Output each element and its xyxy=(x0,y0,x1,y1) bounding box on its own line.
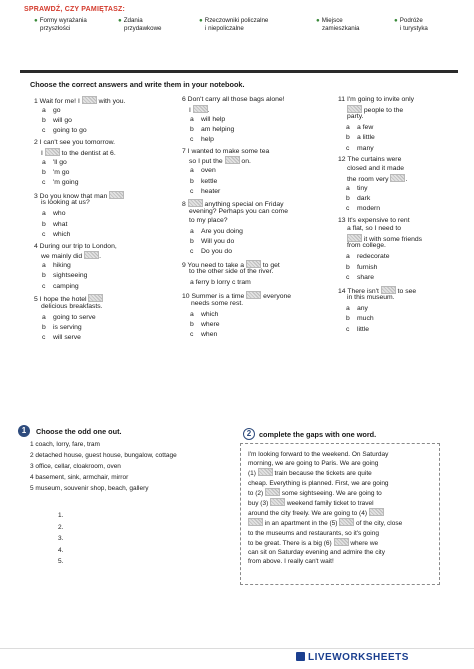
paragraph-line: morning, we are going to Paris. We are going xyxy=(248,460,379,468)
option-text: will go xyxy=(53,117,72,125)
option-letter: c xyxy=(346,204,350,212)
option-text[interactable]: tram xyxy=(237,279,251,287)
option-text: when xyxy=(201,331,218,338)
option-letter: b xyxy=(211,279,217,287)
option-letter: b xyxy=(42,272,46,280)
option-text: Will you do xyxy=(201,237,235,245)
answer-gap[interactable] xyxy=(88,294,103,302)
option-letter: c xyxy=(346,325,350,333)
question-text xyxy=(347,242,386,251)
question-text xyxy=(338,156,401,165)
answer-option[interactable] xyxy=(346,264,377,273)
logo-text: LIVEWORKSHEETS xyxy=(308,652,409,663)
option-letter: c xyxy=(346,144,350,152)
answer-gap[interactable] xyxy=(390,174,405,182)
question-text xyxy=(189,217,228,226)
question-line: anything special on Friday xyxy=(188,201,284,208)
odd-one-out-item: 1 coach, lorry, fare, tram xyxy=(30,441,100,448)
question-text xyxy=(338,96,414,105)
option-letter: c xyxy=(231,279,238,287)
section-2-badge: 2 xyxy=(243,428,255,440)
footer-divider xyxy=(0,648,474,649)
option-text: hiking xyxy=(53,262,71,270)
section-1-title: Choose the odd one out. xyxy=(36,427,122,436)
answer-option[interactable] xyxy=(346,205,380,214)
answer-gap[interactable] xyxy=(339,518,354,526)
answer-gap[interactable] xyxy=(381,286,396,294)
option-letter: c xyxy=(42,127,46,135)
topic-line-2: i turystyka xyxy=(400,25,428,32)
option-text: where xyxy=(201,320,220,328)
paragraph-line: (1) train because the tickets are quite xyxy=(248,470,372,478)
question-text xyxy=(191,300,243,309)
paragraph-line: to be great. There is a big (6) where we xyxy=(248,539,379,547)
option-text: sightseeing xyxy=(53,272,88,280)
option-text[interactable]: ferry xyxy=(195,279,212,287)
liveworksheets-logo xyxy=(296,652,409,663)
option-letter: b xyxy=(346,315,350,323)
question-text xyxy=(182,96,285,105)
option-text: 'll go xyxy=(53,158,67,166)
option-letter: c xyxy=(190,248,194,255)
option-text: what xyxy=(53,220,68,228)
paragraph-line: around the city freely. We are going to (4) xyxy=(248,508,434,518)
paragraph-line: to the museums and restaurants, so it's going xyxy=(248,529,379,537)
answer-gap[interactable] xyxy=(82,96,97,104)
paragraph-line: in an apartment in the (5) of the city, close xyxy=(248,518,434,528)
option-text: any xyxy=(357,305,368,313)
option-text: redecorate xyxy=(357,253,390,261)
question-number: 3 xyxy=(34,192,40,200)
answer-line[interactable]: 2. xyxy=(58,523,64,531)
option-text: heater xyxy=(201,187,221,195)
question-number: 6 xyxy=(182,96,188,103)
option-letter: b xyxy=(346,134,350,142)
answer-gap[interactable] xyxy=(248,518,263,526)
option-text: Do you do xyxy=(201,248,232,255)
answer-option[interactable] xyxy=(190,228,243,237)
question-number: 4 xyxy=(34,242,40,250)
answer-option[interactable] xyxy=(190,136,214,145)
question-number: 7 xyxy=(182,147,188,155)
option-letter: a xyxy=(346,305,350,313)
topic-line-2: przydawkowe xyxy=(124,25,162,32)
answer-option[interactable] xyxy=(190,116,225,125)
question-number: 1 xyxy=(34,98,40,105)
question-text xyxy=(347,294,395,303)
option-letter: c xyxy=(42,179,46,187)
option-letter: a xyxy=(42,158,46,166)
question-number: 8 xyxy=(182,201,188,209)
answer-option[interactable] xyxy=(190,311,218,320)
answer-option[interactable] xyxy=(190,178,217,187)
option-letter: b xyxy=(190,320,194,328)
option-letter: a xyxy=(190,279,196,287)
question-text xyxy=(189,105,210,116)
option-letter: a xyxy=(190,167,194,175)
answer-option[interactable] xyxy=(42,169,69,178)
question-line: it with some friends xyxy=(347,236,422,243)
answer-gap[interactable] xyxy=(84,251,99,259)
question-line: It's expensive to rent xyxy=(347,216,410,224)
answer-gap[interactable] xyxy=(334,538,349,546)
question-text xyxy=(347,113,364,122)
paragraph-line: can sit on Saturday evening and admire the city xyxy=(248,549,385,557)
question-text xyxy=(189,208,288,217)
option-text: furnish xyxy=(357,263,378,271)
answer-line[interactable]: 1. xyxy=(58,512,64,519)
answer-option[interactable] xyxy=(42,179,78,188)
answer-option[interactable] xyxy=(42,262,71,271)
option-text: oven xyxy=(201,167,216,175)
option-letter: c xyxy=(42,334,46,342)
answer-option[interactable] xyxy=(42,314,96,323)
option-letter: a xyxy=(42,107,46,114)
question-text xyxy=(34,96,125,107)
option-text: little xyxy=(357,325,370,333)
topic-item xyxy=(199,17,268,33)
topic-line-1: Miejsce xyxy=(321,17,343,24)
logo-icon xyxy=(296,652,305,661)
topic-line-1: Rzeczowniki policzalne xyxy=(204,17,269,24)
option-letter: a xyxy=(42,262,46,270)
option-text: who xyxy=(53,210,66,218)
option-text: which xyxy=(201,310,219,318)
answer-option[interactable] xyxy=(42,127,87,136)
exercise-instructions: Choose the correct answers and write them in your notebook. xyxy=(30,80,245,89)
option-letter: b xyxy=(190,237,194,245)
question-text xyxy=(189,156,251,167)
question-line: There isn't to see xyxy=(347,287,417,295)
answer-option[interactable] xyxy=(346,185,368,194)
page-header-title: SPRAWDŹ, CZY PAMIĘTASZ: xyxy=(24,6,126,13)
question-line: Do you know that man xyxy=(40,193,125,200)
question-number: 13 xyxy=(338,216,348,224)
answer-gap[interactable] xyxy=(246,260,261,268)
option-letter: c xyxy=(42,282,46,290)
option-text: tiny xyxy=(357,184,368,192)
question-line: to my place? xyxy=(189,216,228,224)
answer-option[interactable] xyxy=(190,167,216,176)
option-letter: b xyxy=(42,220,46,228)
question-line: a flat, so I need to xyxy=(347,225,402,233)
question-line: I to the dentist at 6. xyxy=(41,149,116,157)
option-text: help xyxy=(201,136,214,143)
answer-gap[interactable] xyxy=(258,468,273,476)
answer-line[interactable]: 5. xyxy=(58,558,64,565)
question-line: Summer is a time everyone xyxy=(191,293,292,300)
question-text xyxy=(41,303,103,312)
question-line: Wait for me! I with you. xyxy=(39,98,126,105)
section-1-badge: 1 xyxy=(18,425,30,437)
topic-line-1: Zdania xyxy=(123,17,143,24)
question-number: 10 xyxy=(182,293,192,300)
option-letter: b xyxy=(42,168,46,176)
answer-option[interactable] xyxy=(346,305,368,314)
answer-gap[interactable] xyxy=(265,488,280,496)
answer-gap[interactable] xyxy=(188,199,203,207)
paragraph-line: buy (3) weekend family ticket to travel xyxy=(248,500,374,508)
question-line: evening? Perhaps you can come xyxy=(189,208,288,215)
answer-gap[interactable] xyxy=(193,105,208,113)
option-text: 'm go xyxy=(53,168,70,176)
question-line: I hope the hotel xyxy=(40,296,104,303)
question-number: 14 xyxy=(338,287,348,295)
question-line: You need to take a to get xyxy=(187,261,280,269)
option-letter: a xyxy=(42,210,46,218)
odd-one-out-item: 4 basement, sink, armchair, mirror xyxy=(30,474,129,481)
topic-line-1: Formy wyrażania xyxy=(39,17,87,24)
answer-option[interactable] xyxy=(190,321,220,330)
question-line: so I put the on. xyxy=(189,158,251,166)
question-line: to the other side of the river. xyxy=(189,268,274,276)
answer-option[interactable] xyxy=(42,231,70,240)
option-letter: a xyxy=(346,184,350,192)
answer-option[interactable] xyxy=(346,253,390,262)
option-letter: b xyxy=(42,324,46,331)
answer-option[interactable] xyxy=(346,195,370,204)
question-text xyxy=(41,199,90,208)
question-text xyxy=(34,243,117,252)
question-line: delicious breakfasts. xyxy=(41,302,103,310)
topic-line-2: i niepoliczalne xyxy=(205,25,244,32)
answer-options-inline[interactable] xyxy=(190,279,251,288)
answer-option[interactable] xyxy=(346,145,374,154)
question-text xyxy=(41,251,101,262)
answer-option[interactable] xyxy=(42,283,79,292)
option-text: will help xyxy=(201,115,226,123)
option-letter: b xyxy=(190,125,194,133)
answer-gap[interactable] xyxy=(270,498,285,506)
answer-option[interactable] xyxy=(190,188,220,197)
option-letter: c xyxy=(190,136,194,143)
option-letter: c xyxy=(346,273,350,281)
option-letter: b xyxy=(190,177,194,185)
topic-line-1: Podróże xyxy=(399,17,423,24)
paragraph-line: to (2) some sightseeing. We are going to xyxy=(248,489,382,497)
answer-option[interactable] xyxy=(42,334,81,343)
question-text xyxy=(347,174,407,185)
answer-option[interactable] xyxy=(346,326,369,335)
paragraph-line: from above. I really can't wait! xyxy=(248,558,334,566)
question-line: The curtains were xyxy=(347,156,402,164)
bullet-icon: ● xyxy=(316,17,320,24)
option-text: many xyxy=(357,144,374,152)
question-line: party. xyxy=(347,113,364,121)
question-line: Don't carry all those bags alone! xyxy=(187,96,285,103)
option-letter: c xyxy=(190,331,194,338)
bullet-icon: ● xyxy=(394,17,398,24)
question-number: 9 xyxy=(182,261,188,269)
option-letter: a xyxy=(346,124,350,132)
answer-option[interactable] xyxy=(42,210,65,219)
answer-option[interactable] xyxy=(190,126,234,135)
option-text: much xyxy=(357,315,374,323)
question-line: the room very . xyxy=(347,175,408,183)
answer-gap[interactable] xyxy=(225,156,240,164)
section-2-title: complete the gaps with one word. xyxy=(259,430,377,439)
option-letter: b xyxy=(346,194,350,202)
question-line: people to the xyxy=(347,107,403,114)
question-text xyxy=(338,217,410,226)
option-text: camping xyxy=(53,282,79,290)
option-text: 'm going xyxy=(53,179,79,187)
question-line: During our trip to London, xyxy=(39,242,117,250)
question-line: in this museum. xyxy=(347,294,395,302)
odd-one-out-item: 3 office, cellar, cloakroom, oven xyxy=(30,463,121,470)
option-text[interactable]: lorry xyxy=(216,279,232,287)
answer-option[interactable] xyxy=(346,134,375,143)
bullet-icon: ● xyxy=(34,17,38,24)
option-text: will serve xyxy=(53,334,81,342)
answer-option[interactable] xyxy=(346,315,374,324)
answer-option[interactable] xyxy=(42,221,67,230)
option-text: dark xyxy=(357,194,371,202)
option-letter: a xyxy=(42,313,46,321)
answer-option[interactable] xyxy=(346,274,374,283)
odd-one-out-item: 2 detached house, guest house, bungalow, cottage xyxy=(30,452,177,459)
question-line: I can't see you tomorrow. xyxy=(39,139,116,147)
question-line: I wanted to make some tea xyxy=(187,147,270,155)
question-line: we mainly did . xyxy=(41,253,101,261)
paragraph-line: cheap. Everything is planned. First, we are going xyxy=(248,479,389,487)
question-line: from college. xyxy=(347,242,386,250)
topic-list xyxy=(22,17,462,61)
question-number: 12 xyxy=(338,156,348,164)
topic-line-2: zamieszkania xyxy=(322,25,360,32)
option-text: modern xyxy=(357,204,381,212)
answer-option[interactable] xyxy=(190,238,234,247)
answer-line[interactable]: 3. xyxy=(58,535,64,542)
option-letter: b xyxy=(42,117,46,125)
answer-option[interactable] xyxy=(42,272,87,281)
answer-gap[interactable] xyxy=(369,508,384,516)
question-text xyxy=(182,148,269,157)
option-text: Are you doing xyxy=(201,227,243,235)
option-text: am helping xyxy=(201,125,235,133)
answer-option[interactable] xyxy=(346,124,373,133)
bullet-icon: ● xyxy=(118,17,122,24)
topic-item xyxy=(316,17,360,33)
option-letter: a xyxy=(190,310,194,318)
question-line: I . xyxy=(189,106,210,114)
question-number: 5 xyxy=(34,296,40,304)
option-letter: a xyxy=(346,253,350,261)
odd-one-out-item: 5 museum, souvenir shop, beach, gallery xyxy=(30,485,149,492)
option-text: a little xyxy=(357,134,375,142)
option-text: is serving xyxy=(53,324,82,331)
gap-fill-paragraph xyxy=(248,450,434,566)
header-divider xyxy=(20,70,458,73)
question-text xyxy=(347,165,404,174)
answer-gap[interactable] xyxy=(45,148,60,156)
paragraph-line: I'm looking forward to the weekend. On Saturday xyxy=(248,451,389,458)
answer-option[interactable] xyxy=(42,117,72,126)
option-text: a few xyxy=(357,124,374,132)
topic-item xyxy=(394,17,428,33)
answer-option[interactable] xyxy=(42,324,82,333)
option-text: go xyxy=(53,107,61,114)
option-letter: c xyxy=(190,187,194,195)
question-number: 2 xyxy=(34,139,40,147)
option-letter: a xyxy=(190,227,194,235)
option-text: going to go xyxy=(53,127,87,135)
question-line: I'm going to invite only xyxy=(346,96,414,103)
question-number: 11 xyxy=(338,96,347,103)
question-text xyxy=(41,148,116,159)
answer-option[interactable] xyxy=(190,248,232,257)
answer-gap[interactable] xyxy=(246,291,261,299)
answer-line[interactable]: 4. xyxy=(58,546,64,554)
bullet-icon: ● xyxy=(199,17,203,24)
option-letter: c xyxy=(42,230,46,238)
question-text xyxy=(34,139,115,148)
answer-option[interactable] xyxy=(42,107,61,116)
answer-gap[interactable] xyxy=(347,234,362,242)
option-text: going to serve xyxy=(53,313,96,321)
answer-gap[interactable] xyxy=(109,191,124,199)
question-line: is looking at us? xyxy=(41,199,90,207)
question-text xyxy=(189,268,273,277)
answer-gap[interactable] xyxy=(347,105,362,113)
topic-item xyxy=(118,17,162,33)
topic-item xyxy=(34,17,87,33)
option-text: which xyxy=(53,230,71,238)
option-text: share xyxy=(357,273,375,281)
topic-line-2: przyszłości xyxy=(40,25,71,32)
option-letter: b xyxy=(346,263,350,271)
answer-option[interactable] xyxy=(190,331,217,340)
question-line: needs some rest. xyxy=(191,299,244,307)
option-text: kettle xyxy=(201,177,218,185)
question-text xyxy=(347,225,401,234)
option-letter: a xyxy=(190,115,194,123)
answer-option[interactable] xyxy=(42,159,67,168)
question-line: closed and it made xyxy=(347,164,405,172)
